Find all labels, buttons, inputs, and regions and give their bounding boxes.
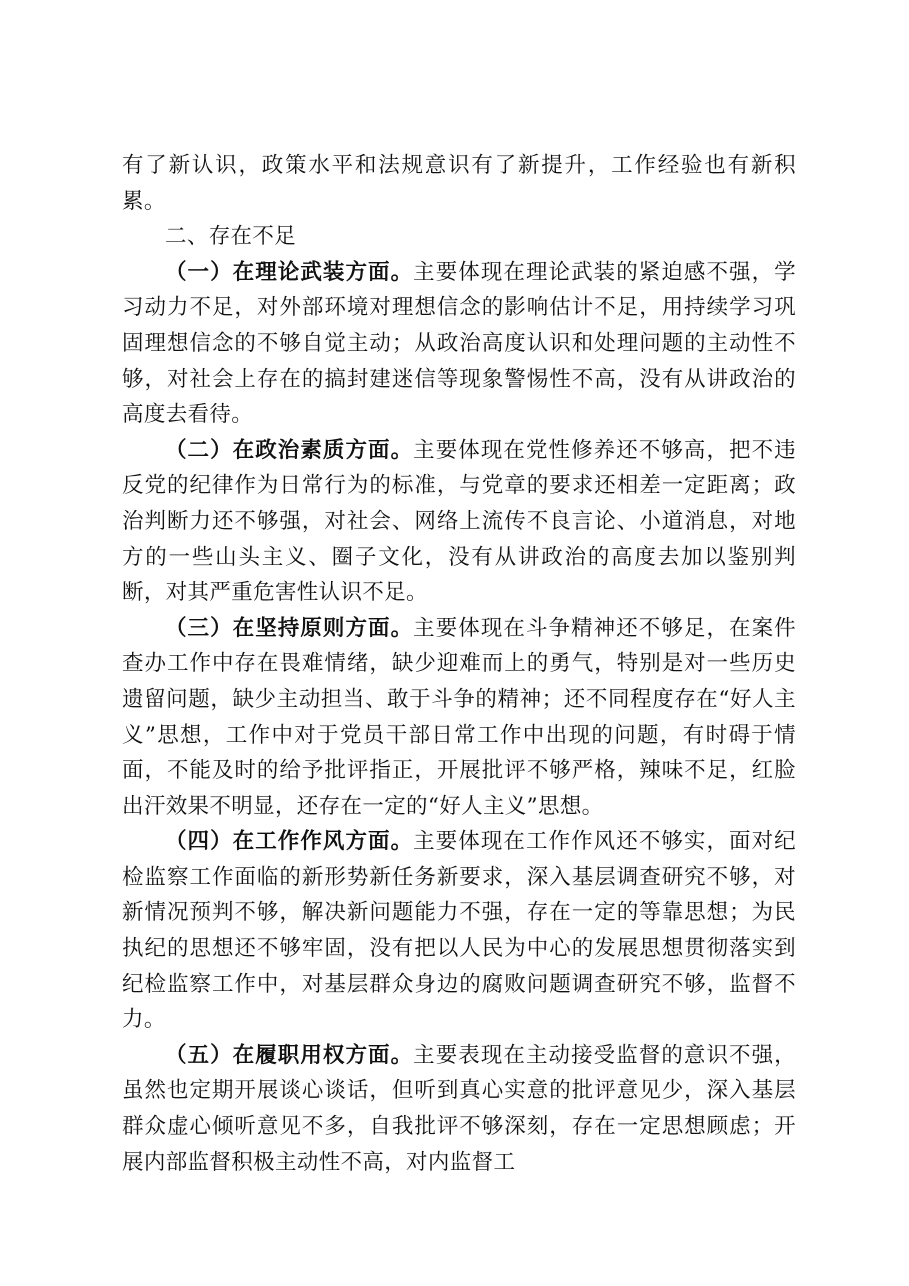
paragraph-text: 主要体现在党性修养还不够高，把不违反党的纪律作为日常行为的标准，与党章的要求还相差一定距离；政治判断力还不够强，对社会、网络上流传不良言论、小道消息，对地方的一些山头主义、圈子文化，没有从讲政治的高度去加以鉴别判断，对其严重危害性认识不足。	[122, 437, 796, 606]
section-heading: 二、存在不足	[165, 224, 297, 250]
paragraph-lead: （一）在理论武装方面。	[165, 259, 414, 285]
paragraph-political	[122, 433, 796, 611]
continuation-paragraph: 有了新认识，政策水平和法规意识有了新提升，工作经验也有新积累。	[122, 153, 796, 214]
paragraph-work-style	[122, 824, 796, 1038]
document-body	[122, 148, 796, 1180]
paragraph-theory	[122, 255, 796, 433]
paragraph-lead: （五）在履职用权方面。	[165, 1042, 414, 1068]
paragraph-text: 主要体现在斗争精神还不够足，在案件查办工作中存在畏难情绪，缺少迎难而上的勇气，特别是对一些历史遗留问题，缺少主动担当、敢于斗争的精神；还不同程度存在“好人主义”思想，工作中对于党员干部日常工作中出现的问题，有时碍于情面，不能及时的给予批评指正，开展批评不够严格，辣味不足，红脸出汗效果不明显，还存在一定的“好人主义”思想。	[122, 615, 796, 819]
paragraph-lead: （三）在坚持原则方面。	[165, 615, 414, 641]
paragraph-duty	[122, 1038, 796, 1180]
paragraph-text: 主要体现在理论武装的紧迫感不强，学习动力不足，对外部环境对理想信念的影响估计不足，用持续学习巩固理想信念的不够自觉主动；从政治高度认识和处理问题的主动性不够，对社会上存在的搞封建迷信等现象警惕性不高，没有从讲政治的高度去看待。	[122, 259, 796, 428]
paragraph-text: 主要体现在工作作风还不够实，面对纪检监察工作面临的新形势新任务新要求，深入基层调查研究不够，对新情况预判不够，解决新问题能力不强，存在一定的等靠思想；为民执纪的思想还不够牢固，没有把以人民为中心的发展思想贯彻落实到纪检监察工作中，对基层群众身边的腐败问题调查研究不够，监督不力。	[122, 829, 796, 1033]
paragraph-principle	[122, 611, 796, 825]
paragraph-lead: （四）在工作作风方面。	[165, 829, 414, 855]
paragraph-text: 主要表现在主动接受监督的意识不强，虽然也定期开展谈心谈话，但听到真心实意的批评意见少，深入基层群众虚心倾听意见不多，自我批评不够深刻，存在一定思想顾虑；开展内部监督积极主动性不高，对内监督工	[122, 1042, 796, 1175]
paragraph-lead: （二）在政治素质方面。	[165, 437, 414, 463]
